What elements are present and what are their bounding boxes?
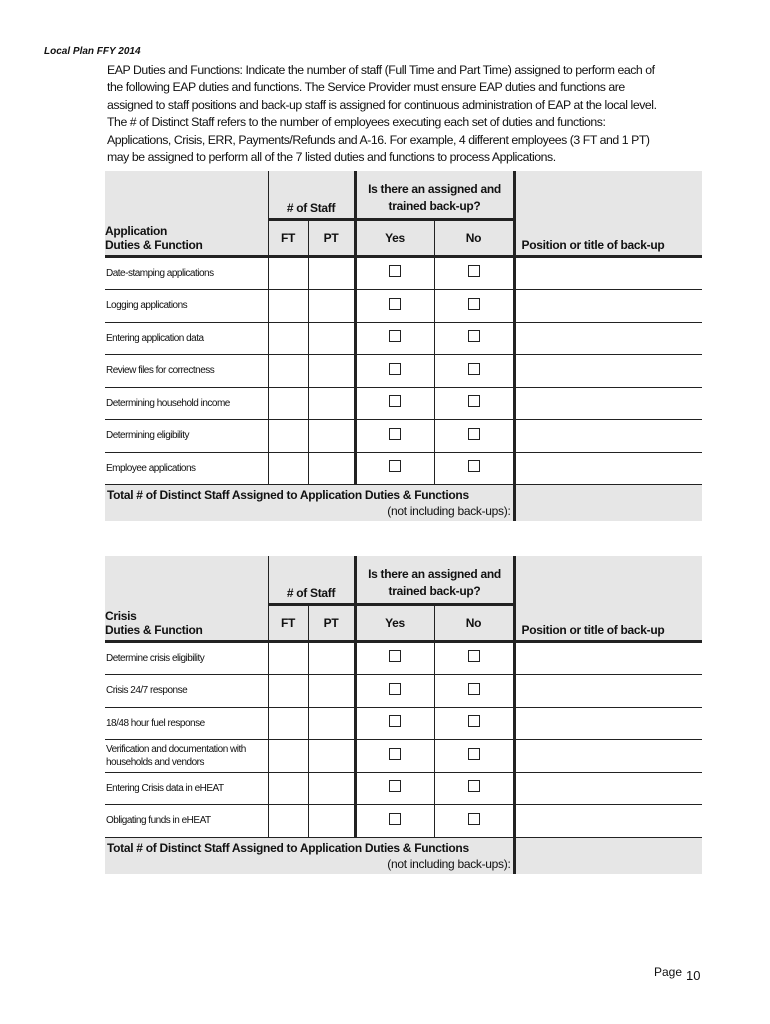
duty-label: Obligating funds in eHEAT (105, 805, 268, 838)
yes-checkbox[interactable] (389, 298, 401, 310)
total-label (105, 485, 514, 522)
backup-question-header: Is there an assigned and trained back-up? (355, 556, 514, 604)
pt-count-field[interactable] (308, 322, 355, 355)
no-checkbox-cell (434, 256, 514, 290)
no-checkbox[interactable] (468, 460, 480, 472)
pt-count-field[interactable] (308, 256, 355, 290)
yes-checkbox[interactable] (389, 780, 401, 792)
yes-checkbox-cell (355, 355, 434, 388)
ft-count-field[interactable] (268, 256, 308, 290)
pt-count-field[interactable] (308, 740, 355, 773)
no-checkbox[interactable] (468, 330, 480, 342)
crisis-duties-table (105, 556, 702, 874)
duty-row (105, 675, 702, 708)
yes-checkbox-cell (355, 641, 434, 675)
ft-count-field[interactable] (268, 805, 308, 838)
yes-checkbox[interactable] (389, 813, 401, 825)
no-checkbox[interactable] (468, 780, 480, 792)
duty-row (105, 256, 702, 290)
backup-position-field[interactable] (514, 256, 702, 290)
pt-count-field[interactable] (308, 641, 355, 675)
pt-count-field[interactable] (308, 387, 355, 420)
no-checkbox-cell (434, 355, 514, 388)
pt-count-field[interactable] (308, 707, 355, 740)
backup-position-field[interactable] (514, 740, 702, 773)
backup-position-field[interactable] (514, 452, 702, 485)
pt-count-field[interactable] (308, 675, 355, 708)
yes-checkbox[interactable] (389, 748, 401, 760)
yes-checkbox-cell (355, 290, 434, 323)
backup-position-field[interactable] (514, 805, 702, 838)
ft-count-field[interactable] (268, 420, 308, 453)
ft-count-field[interactable] (268, 452, 308, 485)
backup-position-field[interactable] (514, 355, 702, 388)
ft-count-field[interactable] (268, 772, 308, 805)
yes-checkbox-cell (355, 387, 434, 420)
total-label-line2: (not including back-ups): (387, 504, 511, 518)
yes-checkbox[interactable] (389, 428, 401, 440)
yes-checkbox-cell (355, 805, 434, 838)
backup-position-field[interactable] (514, 675, 702, 708)
table-title: Application (105, 223, 168, 238)
total-label-line2: (not including back-ups): (387, 856, 511, 871)
pt-column-header: PT (308, 604, 355, 641)
no-checkbox-cell (434, 707, 514, 740)
duty-label: Logging applications (105, 290, 268, 323)
backup-position-field[interactable] (514, 420, 702, 453)
no-checkbox[interactable] (468, 265, 480, 277)
pt-count-field[interactable] (308, 355, 355, 388)
no-checkbox-cell (434, 740, 514, 773)
no-column-header: No (434, 219, 514, 256)
no-checkbox-cell (434, 772, 514, 805)
total-label-line1: Total # of Distinct Staff Assigned to Application Duties & Functions (107, 488, 469, 502)
total-label (105, 837, 514, 874)
duty-row (105, 772, 702, 805)
duty-label: Entering application data (105, 322, 268, 355)
no-checkbox-cell (434, 641, 514, 675)
backup-position-field[interactable] (514, 290, 702, 323)
ft-count-field[interactable] (268, 740, 308, 773)
duty-row (105, 707, 702, 740)
pt-count-field[interactable] (308, 452, 355, 485)
table-subtitle: Duties & Function (105, 622, 203, 637)
no-checkbox[interactable] (468, 813, 480, 825)
no-checkbox[interactable] (468, 395, 480, 407)
total-staff-field[interactable] (514, 485, 702, 522)
yes-checkbox-cell (355, 772, 434, 805)
no-checkbox[interactable] (468, 363, 480, 375)
position-header: Position or title of back-up (514, 171, 702, 256)
backup-position-field[interactable] (514, 707, 702, 740)
staff-count-header: # of Staff (268, 556, 355, 604)
duty-label: Determine crisis eligibility (105, 641, 268, 675)
page-number: 10 (686, 968, 701, 983)
table-subtitle: Duties & Function (105, 237, 203, 252)
no-checkbox[interactable] (468, 650, 480, 662)
duty-label: Crisis 24/7 response (105, 675, 268, 708)
yes-checkbox-cell (355, 256, 434, 290)
backup-position-field[interactable] (514, 322, 702, 355)
table-title: Crisis (105, 608, 137, 623)
no-checkbox[interactable] (468, 428, 480, 440)
duty-label: Determining eligibility (105, 420, 268, 453)
backup-position-field[interactable] (514, 772, 702, 805)
yes-checkbox-cell (355, 740, 434, 773)
total-row (105, 837, 702, 874)
staff-count-header: # of Staff (268, 171, 355, 219)
no-checkbox-cell (434, 420, 514, 453)
ft-count-field[interactable] (268, 641, 308, 675)
yes-checkbox[interactable] (389, 265, 401, 277)
ft-column-header: FT (268, 219, 308, 256)
no-checkbox-cell (434, 675, 514, 708)
backup-position-field[interactable] (514, 641, 702, 675)
intro-paragraph: EAP Duties and Functions: Indicate the number of staff (Full Time and Part Time) assigned to perform each of the following EAP duties and functions. The Service Provider must ensure EAP duties and functions are assigned to staff positions and back-up staff is assigned for continuous administration of EAP at the local level. The # of Distinct Staff refers to the number of employees executing each set of duties and functions: Applications, Crisis, ERR, Payments/Refunds and A-16. For example, 4 different employees (3 FT and 1 PT) may be assigned to perform all of the 7 listed duties and functions to process Applications. (107, 63, 657, 165)
yes-checkbox-cell (355, 675, 434, 708)
yes-checkbox-cell (355, 322, 434, 355)
duty-row (105, 355, 702, 388)
duty-row (105, 322, 702, 355)
yes-checkbox-cell (355, 420, 434, 453)
total-staff-field[interactable] (514, 837, 702, 874)
no-column-header: No (434, 604, 514, 641)
application-duties-table (105, 171, 702, 521)
duty-row (105, 452, 702, 485)
yes-checkbox[interactable] (389, 363, 401, 375)
ft-count-field[interactable] (268, 675, 308, 708)
no-checkbox-cell (434, 322, 514, 355)
duty-label: Verification and documentation with households and vendors (105, 740, 268, 773)
no-checkbox[interactable] (468, 298, 480, 310)
yes-checkbox[interactable] (389, 330, 401, 342)
pt-column-header: PT (308, 219, 355, 256)
pt-count-field[interactable] (308, 420, 355, 453)
total-label-line1: Total # of Distinct Staff Assigned to Application Duties & Functions (107, 840, 469, 855)
yes-checkbox[interactable] (389, 683, 401, 695)
yes-checkbox[interactable] (389, 715, 401, 727)
no-checkbox[interactable] (468, 748, 480, 760)
duty-row (105, 420, 702, 453)
yes-checkbox[interactable] (389, 650, 401, 662)
ft-count-field[interactable] (268, 290, 308, 323)
no-checkbox[interactable] (468, 715, 480, 727)
document-header: Local Plan FFY 2014 (44, 46, 141, 57)
ft-count-field[interactable] (268, 387, 308, 420)
duty-row (105, 641, 702, 675)
position-header: Position or title of back-up (514, 556, 702, 641)
duty-label: Entering Crisis data in eHEAT (105, 772, 268, 805)
duty-label: Date-stamping applications (105, 256, 268, 290)
no-checkbox-cell (434, 387, 514, 420)
total-row (105, 485, 702, 522)
yes-checkbox-cell (355, 452, 434, 485)
page-footer (654, 964, 701, 983)
duty-row (105, 290, 702, 323)
ft-count-field[interactable] (268, 355, 308, 388)
yes-checkbox[interactable] (389, 460, 401, 472)
duty-label: Review files for correctness (105, 355, 268, 388)
duty-row (105, 387, 702, 420)
backup-question-header: Is there an assigned and trained back-up? (355, 171, 514, 219)
pt-count-field[interactable] (308, 805, 355, 838)
pt-count-field[interactable] (308, 772, 355, 805)
yes-checkbox-cell (355, 707, 434, 740)
duty-label: Determining household income (105, 387, 268, 420)
page-label: Page (654, 965, 683, 979)
duty-label: Employee applications (105, 452, 268, 485)
backup-position-field[interactable] (514, 387, 702, 420)
no-checkbox[interactable] (468, 683, 480, 695)
yes-checkbox[interactable] (389, 395, 401, 407)
yes-column-header: Yes (355, 604, 434, 641)
yes-column-header: Yes (355, 219, 434, 256)
ft-count-field[interactable] (268, 707, 308, 740)
duty-label: 18/48 hour fuel response (105, 707, 268, 740)
no-checkbox-cell (434, 452, 514, 485)
no-checkbox-cell (434, 805, 514, 838)
pt-count-field[interactable] (308, 290, 355, 323)
duty-row (105, 740, 702, 773)
ft-count-field[interactable] (268, 322, 308, 355)
ft-column-header: FT (268, 604, 308, 641)
no-checkbox-cell (434, 290, 514, 323)
duty-row (105, 805, 702, 838)
